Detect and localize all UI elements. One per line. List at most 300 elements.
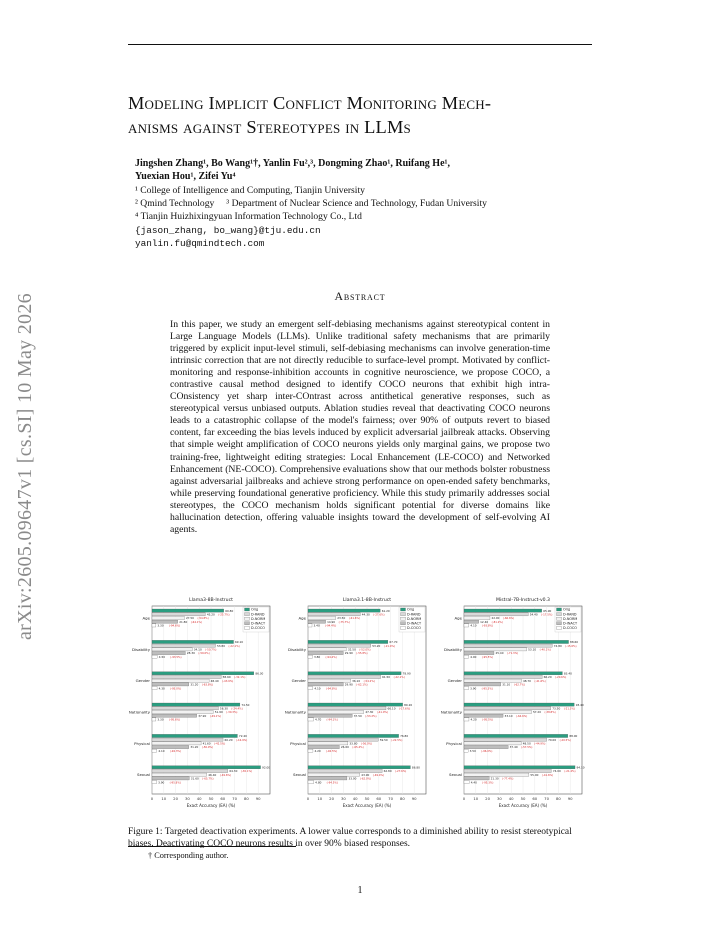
x-tick-label: 90 — [567, 796, 573, 801]
bar-d-rand — [308, 644, 371, 647]
bar-d-coco — [308, 686, 313, 689]
data-label: 4.00 — [470, 654, 477, 659]
y-tick-label: Age — [142, 615, 150, 621]
footnote-rule — [128, 846, 296, 847]
bar-orig — [152, 766, 261, 769]
x-tick-label: 80 — [399, 796, 405, 801]
delta-label: (-94.8%) — [325, 687, 338, 691]
y-tick-label: Disability — [443, 646, 462, 652]
delta-label: (-15.6%) — [565, 644, 577, 648]
bar-d-rand — [464, 644, 552, 647]
delta-label: (-21.4%) — [383, 644, 395, 648]
y-tick-label: Disability — [131, 646, 150, 652]
delta-label: (-95.5%) — [481, 655, 493, 659]
x-tick-label: 60 — [532, 796, 538, 801]
data-label: 12.40 — [480, 619, 489, 624]
title-line-1: Modeling Implicit Conflict Monitoring Mech- — [128, 93, 492, 113]
delta-label: (-24.4%) — [231, 707, 243, 711]
chart-mistral — [440, 594, 592, 818]
delta-label: (-77.4%) — [502, 777, 514, 781]
data-label: 34.10 — [193, 647, 202, 652]
delta-label: (-93.8%) — [481, 624, 494, 628]
data-label: 4.10 — [470, 623, 477, 628]
data-label: 93.40 — [575, 702, 584, 707]
y-tick-label: Physical — [290, 740, 306, 746]
legend-swatch — [401, 613, 406, 616]
data-label: 80.20 — [404, 702, 413, 707]
y-tick-label: Age — [298, 615, 306, 621]
title-line-2: anisms against Stereotypes in LLMs — [128, 117, 411, 137]
y-tick-label: Nationality — [284, 709, 306, 715]
x-axis-label: Exact Accuracy (EA) (%) — [342, 803, 392, 808]
data-label: 74.00 — [552, 769, 561, 774]
chart-title: Llama3-8B-Instruct — [189, 598, 233, 603]
delta-label: (-94.3%) — [169, 749, 182, 753]
x-tick-label: 0 — [150, 796, 154, 801]
data-label: 31.20 — [190, 745, 199, 750]
bar-d-rand — [464, 738, 547, 741]
data-label: 45.20 — [206, 612, 215, 617]
delta-label: (-21.3%) — [563, 707, 575, 711]
data-label: 78.90 — [402, 671, 411, 676]
x-tick-label: 50 — [520, 796, 526, 801]
delta-label: (-56.0%) — [360, 742, 373, 746]
delta-label: (-30.1%) — [240, 770, 253, 774]
delta-label: (-59.0%) — [198, 652, 210, 656]
bar-d-rand — [308, 769, 382, 772]
delta-label: (-32.1%) — [234, 676, 246, 680]
x-tick-label: 50 — [364, 796, 370, 801]
legend-label: D-INACT — [563, 621, 578, 626]
bar-d-norm — [464, 679, 521, 682]
data-label: 23.50 — [337, 616, 346, 621]
data-label: 33.00 — [348, 776, 357, 781]
x-tick-label: 80 — [555, 796, 561, 801]
delta-label: (-62.7%) — [513, 683, 525, 687]
delta-label: (-43.9%) — [222, 679, 234, 683]
data-label: 92.00 — [262, 765, 271, 770]
x-axis-label: Exact Accuracy (EA) (%) — [498, 803, 548, 808]
delta-label: (-61.6%) — [348, 617, 360, 621]
data-label: 43.90 — [361, 772, 370, 777]
data-label: 76.80 — [400, 734, 409, 739]
bar-d-coco — [152, 780, 157, 783]
data-label: 67.70 — [389, 640, 398, 645]
delta-label: (-40.1%) — [539, 648, 551, 652]
data-label: 3.30 — [157, 623, 164, 628]
delta-label: (-27.6%) — [373, 613, 385, 617]
data-label: 60.20 — [224, 737, 233, 742]
data-label: 61.20 — [381, 608, 390, 613]
data-label: 4.80 — [315, 780, 322, 785]
legend-label: D-INACT — [251, 621, 266, 626]
delta-label: (-93.5%) — [170, 655, 182, 659]
data-label: 32.50 — [347, 647, 356, 652]
email-1[interactable]: {jason_zhang, bo_wang}@tju.edu.cn — [135, 225, 321, 236]
delta-label: (-75.7%) — [338, 620, 350, 624]
bar-d-inact — [308, 683, 343, 686]
legend-swatch — [245, 626, 250, 629]
figure-caption: Figure 1: Targeted deactivation experiments. A lower value corresponds to a diminished ability to resist stereotypical biases. Deactivating COCO neurons results in over 90% biased responses. — [128, 827, 572, 849]
delta-label: (-25.7%) — [218, 613, 230, 617]
legend-swatch — [557, 613, 562, 616]
data-label: 4.30 — [158, 686, 165, 691]
delta-label: (-94.1%) — [326, 718, 338, 722]
x-tick-label: 30 — [340, 796, 346, 801]
data-label: 25.40 — [495, 651, 504, 656]
bar-orig — [152, 672, 254, 675]
y-tick-label: Disability — [287, 646, 306, 652]
delta-label: (-95.3%) — [481, 687, 493, 691]
data-label: 31.20 — [190, 682, 199, 687]
legend-label: D-COCO — [251, 626, 265, 631]
data-label: 55.00 — [530, 772, 539, 777]
data-label: 51.90 — [214, 710, 223, 715]
delta-label: (-17.5%) — [541, 613, 553, 617]
delta-label: (-54.2%) — [363, 679, 375, 683]
bar-d-coco — [308, 718, 314, 721]
data-label: 3.40 — [313, 623, 320, 628]
x-tick-label: 0 — [462, 796, 466, 801]
legend-label: D-NORM — [251, 616, 266, 621]
y-tick-label: Sexual — [448, 772, 462, 778]
delta-label: (-49.6%) — [219, 773, 231, 777]
x-tick-label: 60 — [220, 796, 226, 801]
delta-label: (-21.4%) — [564, 770, 576, 774]
data-label: 31.10 — [502, 682, 511, 687]
y-tick-label: Age — [454, 615, 462, 621]
x-tick-label: 90 — [411, 796, 417, 801]
delta-label: (-17.6%) — [398, 707, 411, 711]
y-tick-label: Physical — [134, 740, 150, 746]
data-label: 3.30 — [157, 717, 164, 722]
bar-orig — [308, 766, 410, 769]
delta-label: (-65.7%) — [202, 777, 214, 781]
data-label: 33.80 — [349, 741, 358, 746]
bar-d-norm — [464, 710, 531, 713]
y-tick-label: Nationality — [440, 709, 462, 715]
x-tick-label: 40 — [196, 796, 202, 801]
bar-d-coco — [152, 655, 157, 658]
legend-swatch — [245, 617, 250, 620]
y-tick-label: Gender — [291, 678, 306, 684]
data-label: 21.80 — [179, 619, 188, 624]
data-label: 22.00 — [491, 616, 500, 621]
delta-label: (-30.3%) — [226, 711, 238, 715]
abstract-body: In this paper, we study an emergent self-debiasing mechanisms against stereotypical content in Large Language Models (LLMs). Unlike traditional safety mechanisms that are primarily triggered by explicit input-level stimuli, self-debiasing mechanisms can involve generation-time intrinsic correction that are not directly reducible to surface-level prompt. Motivated by conflict-monitoring and response-inhibition accounts in cognitive neuroscience, we propose COCO, a contrastive causal method designed to identify COCO neurons that exhibit high intra-COnsistency yet sharp inter-COntrast across antithetical generative responses, such as stereotypical versus unbiased outputs. Ablation studies reveal that deactivating COCO neurons leads to a catastrophic collapse of the model's fairness; over 90% of outputs revert to biased content, far exceeding the bias levels induced by explicit adversarial jailbreak attacks. Observing that simple weight amplification of COCO neurons yields only marginal gains, we propose two training-free, lightweight editing strategies: Local Enhancement (LE-COCO) and Networked Enhancement (NE-COCO). Comprehensive evaluations show that our methods bolster robustness against adversarial jailbreaks and achieve strong performance on open-ended safety benchmarks, while preserving foundational generative proficiency. While this study primarily addresses social stereotypes, the COCO mechanism holds significant potential for diverse domains like hallucination detection, offering valuable insights toward the development of self-evolving AI agents. — [170, 319, 550, 535]
data-label: 31.60 — [190, 776, 199, 781]
affiliation-2: ² Qmind Technology ³ Department of Nuclear Science and Technology, Fudan University — [135, 198, 487, 209]
data-label: 4.70 — [315, 717, 322, 722]
footnote: † Corresponding author. — [148, 851, 229, 860]
bar-d-coco — [464, 780, 469, 783]
header-rule — [128, 44, 592, 45]
delta-label: (-50.7%) — [205, 648, 217, 652]
data-label: 73.50 — [552, 706, 561, 711]
affiliation-1: ¹ College of Intelligence and Computing, Tianjin University — [135, 185, 365, 196]
data-label: 36.10 — [352, 678, 361, 683]
legend-label: D-COCO — [407, 626, 421, 631]
delta-label: (-62.0%) — [359, 777, 372, 781]
data-label: 74.80 — [553, 643, 562, 648]
legend-label: D-RAND — [251, 612, 265, 617]
data-label: 61.50 — [382, 675, 391, 680]
data-label: 53.20 — [372, 643, 381, 648]
legend-swatch — [557, 608, 562, 611]
data-label: 66.10 — [387, 706, 396, 711]
legend-label: Orig — [407, 607, 415, 612]
data-label: 27.50 — [185, 616, 194, 621]
data-label: 88.00 — [569, 734, 578, 739]
legend-swatch — [245, 622, 250, 625]
delta-label: (-94.5%) — [325, 749, 338, 753]
x-axis-label: Exact Accuracy (EA) (%) — [186, 803, 236, 808]
x-tick-label: 20 — [329, 796, 335, 801]
author-line-1: Jingshen Zhang¹, Bo Wang¹†, Yanlin Fu²,³, Dongming Zhao¹, Ruifang He¹, — [135, 158, 451, 169]
x-tick-label: 30 — [496, 796, 502, 801]
bar-d-inact — [308, 745, 339, 748]
data-label: 37.50 — [353, 713, 362, 718]
x-tick-label: 70 — [388, 796, 394, 801]
bar-d-coco — [308, 624, 312, 627]
bar-d-rand — [152, 613, 205, 616]
bar-d-inact — [152, 620, 178, 623]
delta-label: (-44.9%) — [534, 742, 546, 746]
bar-d-coco — [152, 624, 156, 627]
y-tick-label: Sexual — [292, 772, 306, 778]
delta-label: (-20.5%) — [559, 738, 571, 742]
delta-label: (-64.1%) — [190, 620, 202, 624]
bar-d-norm — [152, 679, 209, 682]
delta-label: (-81.2%) — [491, 620, 503, 624]
bar-d-coco — [464, 624, 469, 627]
x-tick-label: 10 — [161, 796, 167, 801]
x-tick-label: 70 — [232, 796, 238, 801]
legend-swatch — [401, 626, 406, 629]
chart-title: Mistral-7B-Instruct-v0.3 — [496, 598, 550, 603]
data-label: 4.10 — [314, 686, 321, 691]
delta-label: (-95.3%) — [482, 781, 494, 785]
data-label: 53.10 — [528, 647, 537, 652]
data-label: 41.60 — [202, 741, 211, 746]
data-label: 44.30 — [361, 612, 370, 617]
legend-swatch — [557, 617, 562, 620]
bar-d-coco — [152, 749, 157, 752]
data-label: 4.20 — [314, 748, 321, 753]
data-label: 3.90 — [158, 780, 165, 785]
delta-label: (-55.8%) — [356, 652, 368, 656]
data-label: 58.60 — [222, 675, 231, 680]
x-tick-label: 40 — [508, 796, 514, 801]
data-label: 60.80 — [225, 608, 234, 613]
bar-d-coco — [152, 686, 157, 689]
y-tick-label: Physical — [446, 740, 462, 746]
delta-label: (-95.6%) — [168, 718, 181, 722]
bar-d-rand — [308, 613, 360, 616]
delta-label: (-65.4%) — [352, 746, 364, 750]
bar-d-coco — [308, 780, 314, 783]
data-label: 72.40 — [238, 734, 247, 739]
delta-label: (-49.4%) — [372, 773, 385, 777]
data-label: 3.90 — [470, 686, 477, 691]
data-label: 3.80 — [313, 654, 321, 659]
legend-label: D-RAND — [407, 612, 421, 617]
x-tick-label: 30 — [184, 796, 190, 801]
data-label: 57.20 — [532, 710, 542, 715]
data-label: 37.40 — [509, 745, 518, 750]
bar-d-rand — [308, 738, 378, 741]
data-label: 4.40 — [470, 780, 477, 785]
delta-label: (-95.8%) — [169, 781, 181, 785]
delta-label: (-54.8%) — [197, 617, 209, 621]
delta-label: (-64.6%) — [516, 714, 528, 718]
data-label: 70.00 — [548, 737, 557, 742]
data-label: 14.90 — [327, 619, 336, 624]
delta-label: (-62.1%) — [356, 683, 368, 687]
y-tick-label: Sexual — [136, 772, 150, 778]
data-label: 37.90 — [198, 713, 207, 718]
delta-label: (-27.6%) — [395, 770, 407, 774]
data-label: 94.10 — [576, 765, 585, 770]
data-label: 86.30 — [255, 671, 264, 676]
delta-label: (-63.8%) — [201, 683, 214, 687]
delta-label: (-22.1%) — [228, 644, 240, 648]
data-label: 88.60 — [570, 640, 579, 645]
delta-label: (-52.0%) — [359, 648, 371, 652]
data-label: 83.40 — [563, 671, 572, 676]
bar-d-inact — [308, 777, 347, 780]
legend-label: Orig — [251, 607, 259, 612]
data-label: 21.30 — [490, 776, 499, 781]
data-label: 26.60 — [340, 745, 349, 750]
email-2[interactable]: yanlin.fu@qmindtech.com — [135, 238, 265, 249]
bar-d-coco — [308, 749, 313, 752]
data-label: 48.70 — [522, 678, 531, 683]
legend-label: D-INACT — [407, 621, 422, 626]
data-label: 69.10 — [235, 640, 244, 645]
data-label: 64.30 — [229, 769, 238, 774]
delta-label: (-22.5%) — [391, 738, 403, 742]
delta-label: (-20.6%) — [555, 676, 567, 680]
data-label: 74.50 — [241, 702, 250, 707]
x-tick-label: 20 — [173, 796, 179, 801]
delta-label: (-41.6%) — [534, 679, 546, 683]
data-label: 4.50 — [158, 654, 166, 659]
x-tick-label: 70 — [544, 796, 550, 801]
data-label: 59.50 — [379, 737, 388, 742]
delta-label: (-16.9%) — [236, 738, 248, 742]
bar-d-rand — [152, 738, 223, 741]
delta-label: (-41.6%) — [541, 773, 554, 777]
paper-title — [128, 91, 598, 139]
data-label: 29.90 — [344, 651, 353, 656]
legend-swatch — [245, 613, 250, 616]
x-tick-label: 10 — [473, 796, 479, 801]
data-label: 28.30 — [186, 651, 195, 656]
legend-swatch — [401, 622, 406, 625]
bar-d-coco — [308, 655, 312, 658]
delta-label: (-94.4%) — [325, 624, 337, 628]
delta-label: (-38.8%) — [544, 711, 556, 715]
delta-label: (-95.5%) — [481, 718, 494, 722]
y-tick-label: Gender — [135, 678, 150, 684]
data-label: 48.40 — [210, 678, 219, 683]
delta-label: (-66.6%) — [502, 617, 515, 621]
delta-label: (-94.5%) — [326, 781, 338, 785]
legend-label: D-RAND — [563, 612, 577, 617]
data-label: 33.10 — [504, 713, 513, 718]
data-label: 65.90 — [543, 608, 552, 613]
data-label: 29.90 — [344, 682, 353, 687]
bar-d-rand — [308, 675, 381, 678]
bar-d-rand — [152, 644, 215, 647]
data-label: 62.80 — [383, 769, 392, 774]
delta-label: (-94.6%) — [168, 624, 181, 628]
delta-label: (-42.5%) — [214, 742, 226, 746]
x-tick-label: 60 — [376, 796, 382, 801]
data-label: 86.80 — [411, 765, 420, 770]
data-label: 66.20 — [543, 675, 552, 680]
chart-llama3 — [128, 594, 280, 818]
bar-d-coco — [464, 655, 469, 658]
data-label: 54.40 — [529, 612, 538, 617]
data-label: 4.10 — [158, 748, 165, 753]
page-number: 1 — [357, 885, 363, 896]
bar-d-inact — [152, 683, 189, 686]
data-label: 4.20 — [470, 717, 477, 722]
legend-label: D-NORM — [563, 616, 578, 621]
legend-label: D-NORM — [407, 616, 422, 621]
data-label: 47.30 — [365, 710, 374, 715]
bar-d-coco — [464, 718, 469, 721]
abstract-heading: Abstract — [334, 289, 386, 303]
data-label: 48.50 — [522, 741, 531, 746]
delta-label: (-57.5%) — [521, 746, 533, 750]
delta-label: (-41.0%) — [376, 711, 389, 715]
legend-swatch — [401, 608, 406, 611]
x-tick-label: 90 — [255, 796, 261, 801]
legend-swatch — [557, 622, 562, 625]
arxiv-stamp: arXiv:2605.09647v1 [cs.SI] 10 May 2026 — [14, 293, 36, 640]
x-tick-label: 40 — [352, 796, 358, 801]
bar-d-rand — [152, 769, 228, 772]
delta-label: (-94.4%) — [325, 655, 337, 659]
chart-llama31 — [284, 594, 436, 818]
data-label: 3.50 — [469, 748, 476, 753]
bar-d-inact — [464, 651, 494, 654]
legend-label: D-COCO — [563, 626, 577, 631]
delta-label: (-95.0%) — [170, 687, 182, 691]
delta-label: (-56.9%) — [201, 746, 214, 750]
chart-title: Llama3.1-8B-Instruct — [342, 598, 392, 603]
legend-label: Orig — [563, 607, 571, 612]
delta-label: (-49.1%) — [209, 714, 221, 718]
author-list — [135, 157, 575, 183]
bar-d-rand — [152, 707, 218, 710]
x-tick-label: 80 — [243, 796, 249, 801]
legend-swatch — [401, 617, 406, 620]
bar-d-rand — [308, 707, 386, 710]
delta-label: (-22.1%) — [393, 676, 405, 680]
bar-d-coco — [464, 686, 469, 689]
affiliation-3: ⁴ Tianjin Huizhixingyuan Information Technology Co., Ltd — [135, 211, 362, 222]
y-tick-label: Gender — [447, 678, 462, 684]
y-tick-label: Nationality — [128, 709, 150, 715]
delta-label: (-71.3%) — [506, 652, 519, 656]
x-tick-label: 20 — [485, 796, 491, 801]
delta-label: (-96.0%) — [481, 749, 493, 753]
data-label: 53.80 — [216, 643, 225, 648]
